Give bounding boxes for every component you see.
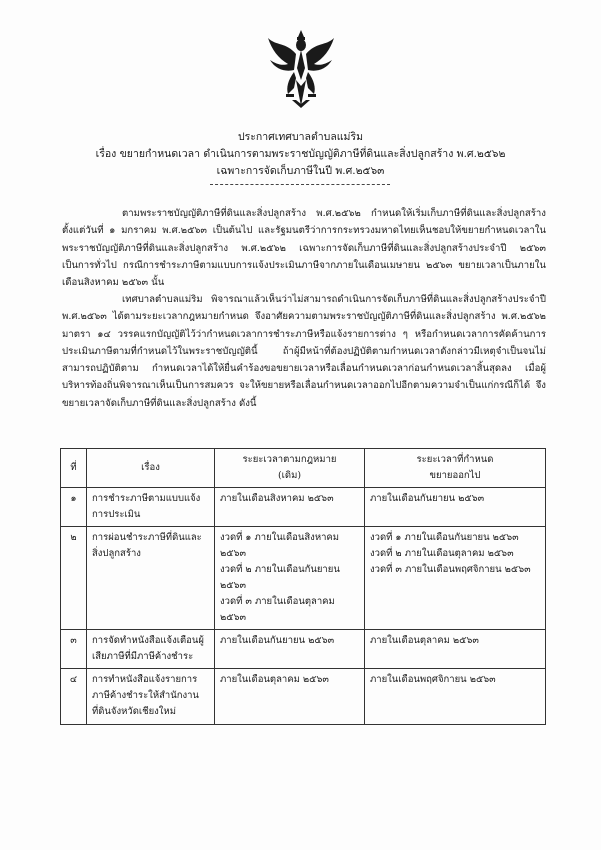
table-row: [61, 669, 546, 725]
row-extended-line: งวดที่ ๒ ภายในเดือนตุลาคม ๒๕๖๓: [370, 548, 514, 559]
paragraph-background: ตามพระราชบัญญัติภาษีที่ดินและสิ่งปลูกสร้าง พ.ศ.๒๕๖๒ กำหนดให้เริ่มเก็บภาษีที่ดินและสิ่งปลูกสร้างตั้งแต่วันที่ ๑ มกราคม พ.ศ.๒๕๖๓ เป็นต้นไป และรัฐมนตรีว่าการกระทรวงมหาดไทยเห็นชอบให้ขยายกำหนดเวลาในพระราชบัญญัติภาษีที่ดินและสิ่งปลูกสร้าง พ.ศ.๒๕๖๒ เฉพาะการจัดเก็บภาษีที่ดินและสิ่งปลูกสร้างประจำปี ๒๕๖๓ เป็นการทั่วไป กรณีการชำระภาษีตามแบบการแจ้งประเมินภาษีจากภายในเดือนเมษายน ๒๕๖๓ ขยายเวลาเป็นภายในเดือนสิงหาคม ๒๕๖๓ นั้น: [62, 208, 546, 289]
row-original-line: งวดที่ ๑ ภายในเดือนสิงหาคม ๒๕๖๓: [220, 532, 340, 559]
header-original-line1: ระยะเวลาตามกฎหมาย: [242, 454, 337, 465]
garuda-emblem-icon: [266, 28, 336, 110]
row-no: ๑: [61, 488, 87, 527]
table-row: [61, 527, 546, 630]
row-no: ๒: [61, 527, 87, 630]
row-extended: [365, 527, 546, 630]
row-original: [215, 630, 365, 669]
row-extended: [365, 488, 546, 527]
paragraph-decision: เทศบาลตำบลแม่ริม พิจารณาแล้วเห็นว่าไม่สามารถดำเนินการจัดเก็บภาษีที่ดินและสิ่งปลูกสร้างประจำปี พ.ศ.๒๕๖๓ ได้ตามระยะเวลากฎหมายกำหนด จึงอาศัยความตามพระราชบัญญัติภาษีที่ดินและสิ่งปลูกสร้าง พ.ศ.๒๕๖๒ มาตรา ๑๔ วรรคแรกบัญญัติไว้ว่ากำหนดเวลาการชำระภาษีหรือแจ้งรายการต่าง ๆ หรือกำหนดเวลาการคัดค้านการประเมินภาษีตามที่กำหนดไว้ในพระราชบัญญัตินี้ ถ้าผู้มีหน้าที่ต้องปฏิบัติตามกำหนดเวลาดังกล่าวมีเหตุจำเป็นจนไม่สามารถปฏิบัติตาม กำหนดเวลาได้ให้ยื่นคำร้องขอขยายเวลาหรือเลื่อนกำหนดเวลาก่อนกำหนดเวลาสิ้นสุดลง เมื่อผู้บริหารท้องถิ่นพิจารณาเห็นเป็นการสมควร จะให้ขยายหรือเลื่อนกำหนดเวลาออกไปอีกตามความจำเป็นแก่กรณีก็ได้ จึงขยายเวลาจัดเก็บภาษีที่ดินและสิ่งปลูกสร้าง ดังนี้: [62, 294, 546, 409]
row-extended-line: ภายในเดือนกันยายน ๒๕๖๓: [370, 493, 485, 504]
row-topic: การชำระภาษีตามแบบแจ้งการประเมิน: [87, 488, 215, 527]
header-extended-line1: ระยะเวลาที่กำหนด: [416, 454, 494, 465]
scope-line: เฉพาะการจัดเก็บภาษีในปี พ.ศ.๒๕๖๓: [216, 165, 385, 177]
row-extended-line: ภายในเดือนพฤศจิกายน ๒๕๖๓: [370, 674, 496, 685]
table-header-row: [61, 449, 546, 488]
header-no: ที่: [61, 449, 87, 488]
row-original-line: ภายในเดือนตุลาคม ๒๕๖๓: [220, 674, 329, 685]
row-topic: การทำหนังสือแจ้งรายการภาษีค้างชำระให้สำนักงานที่ดินจังหวัดเชียงใหม่: [87, 669, 215, 725]
row-extended-line: ภายในเดือนตุลาคม ๒๕๖๓: [370, 635, 479, 646]
row-extended-line: งวดที่ ๓ ภายในเดือนพฤศจิกายน ๒๕๖๓: [370, 564, 531, 575]
header-original-line2: (เดิม): [277, 470, 302, 481]
row-extended: [365, 630, 546, 669]
header-original-period: [215, 449, 365, 488]
row-no: ๔: [61, 669, 87, 725]
table-row: [61, 488, 546, 527]
heading-divider: [210, 184, 390, 185]
row-extended: [365, 669, 546, 725]
row-original-line: งวดที่ ๓ ภายในเดือนตุลาคม ๒๕๖๓: [220, 596, 335, 623]
row-original-line: งวดที่ ๒ ภายในเดือนกันยายน ๒๕๖๓: [220, 564, 340, 591]
announcement-title: ประกาศเทศบาลตำบลแม่ริม: [237, 131, 364, 143]
header-extended-line2: ขยายออกไป: [429, 470, 481, 481]
row-extended-line: งวดที่ ๑ ภายในเดือนกันยายน ๒๕๖๓: [370, 532, 519, 543]
row-original-line: ภายในเดือนกันยายน ๒๕๖๓: [220, 635, 335, 646]
header-extended-period: [365, 449, 546, 488]
row-no: ๓: [61, 630, 87, 669]
subject-line: เรื่อง ขยายกำหนดเวลา ดำเนินการตามพระราชบัญญัติภาษีที่ดินและสิ่งปลูกสร้าง พ.ศ.๒๕๖๒: [95, 148, 506, 160]
row-topic: การจัดทำหนังสือแจ้งเตือนผู้เสียภาษีที่มีภาษีค้างชำระ: [87, 630, 215, 669]
extension-schedule-table: [60, 448, 546, 725]
row-original: [215, 527, 365, 630]
row-original-line: ภายในเดือนสิงหาคม ๒๕๖๓: [220, 493, 334, 504]
row-original: [215, 669, 365, 725]
row-original: [215, 488, 365, 527]
table-row: [61, 630, 546, 669]
row-topic: การผ่อนชำระภาษีที่ดินและสิ่งปลูกสร้าง: [87, 527, 215, 630]
header-topic: เรื่อง: [87, 449, 215, 488]
